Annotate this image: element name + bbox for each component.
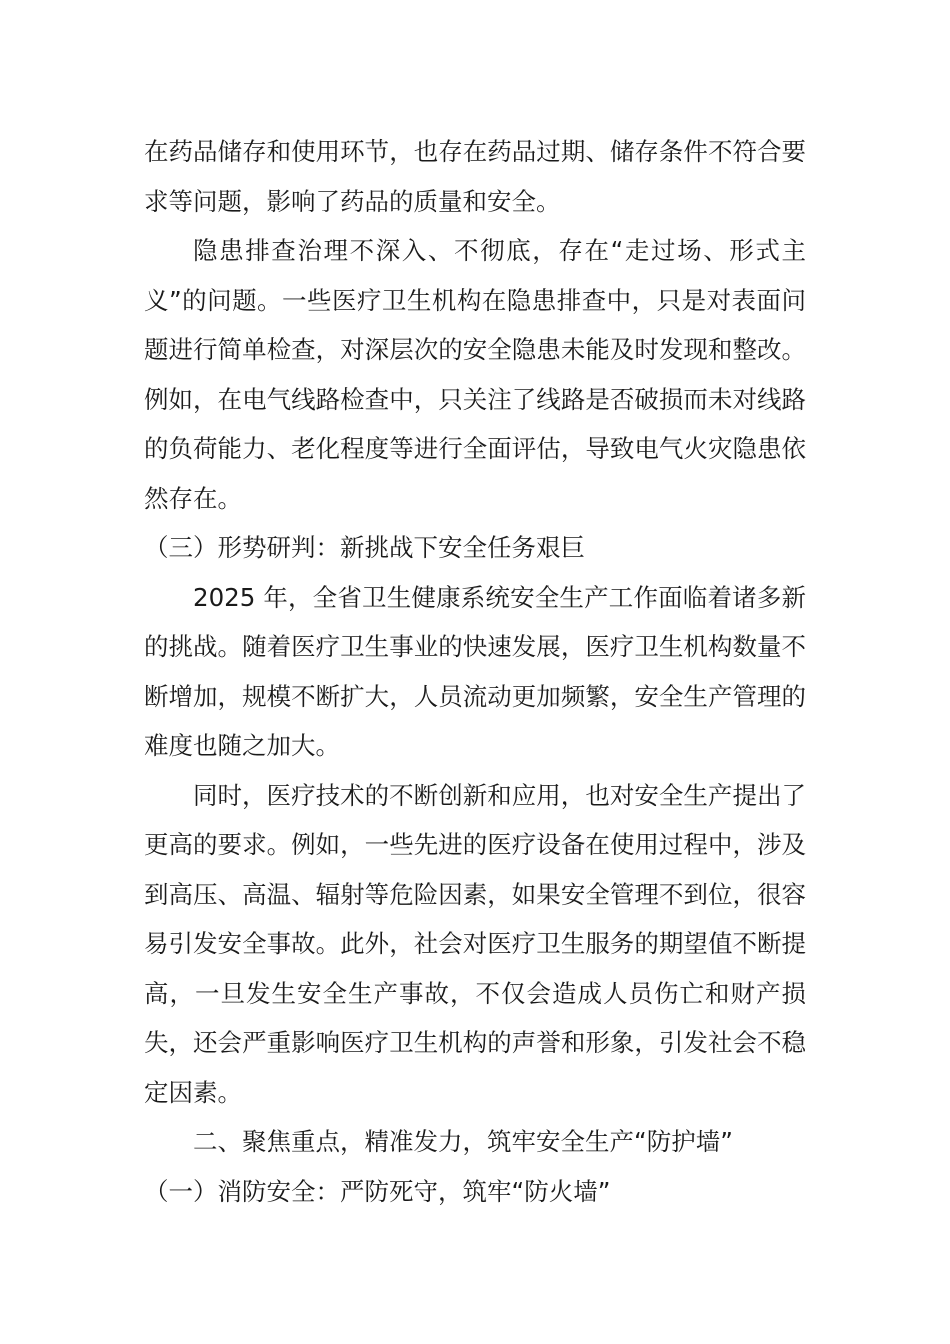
subheading-situation-assessment: （三）形势研判：新挑战下安全任务艰巨 bbox=[144, 533, 585, 562]
paragraph-2025-challenges: 2025 年，全省卫生健康系统安全生产工作面临着诸多新的挑战。随着医疗卫生事业的快速发展，医疗卫生机构数量不断增加，规模不断扩大，人员流动更加频繁，安全生产管理的难度也随之加大。 bbox=[144, 582, 806, 760]
subheading-fire-safety: （一）消防安全：严防死守，筑牢“防火墙” bbox=[144, 1176, 611, 1206]
document-page bbox=[144, 127, 806, 1216]
paragraph-hazard-inspection: 隐患排查治理不深入、不彻底，存在“走过场、形式主义”的问题。一些医疗卫生机构在隐患排查中，只是对表面问题进行简单检查，对深层次的安全隐患未能及时发现和整改。例如，在电气线路检查中，只关注了线路是否破损而未对线路的负荷能力、老化程度等进行全面评估，导致电气火灾隐患依然存在。 bbox=[144, 236, 806, 513]
paragraph-medical-technology: 同时，医疗技术的不断创新和应用，也对安全生产提出了更高的要求。例如，一些先进的医疗设备在使用过程中，涉及到高压、高温、辐射等危险因素，如果安全管理不到位，很容易引发安全事故。此外，社会对医疗卫生服务的期望值不断提高，一旦发生安全生产事故，不仅会造成人员伤亡和财产损失，还会严重影响医疗卫生机构的声誉和形象，引发社会不稳定因素。 bbox=[144, 780, 806, 1107]
paragraph-drug-storage: 在药品储存和使用环节，也存在药品过期、储存条件不符合要求等问题，影响了药品的质量和安全。 bbox=[144, 137, 806, 216]
section-heading-two: 二、聚焦重点，精准发力，筑牢安全生产“防护墙” bbox=[193, 1127, 733, 1156]
